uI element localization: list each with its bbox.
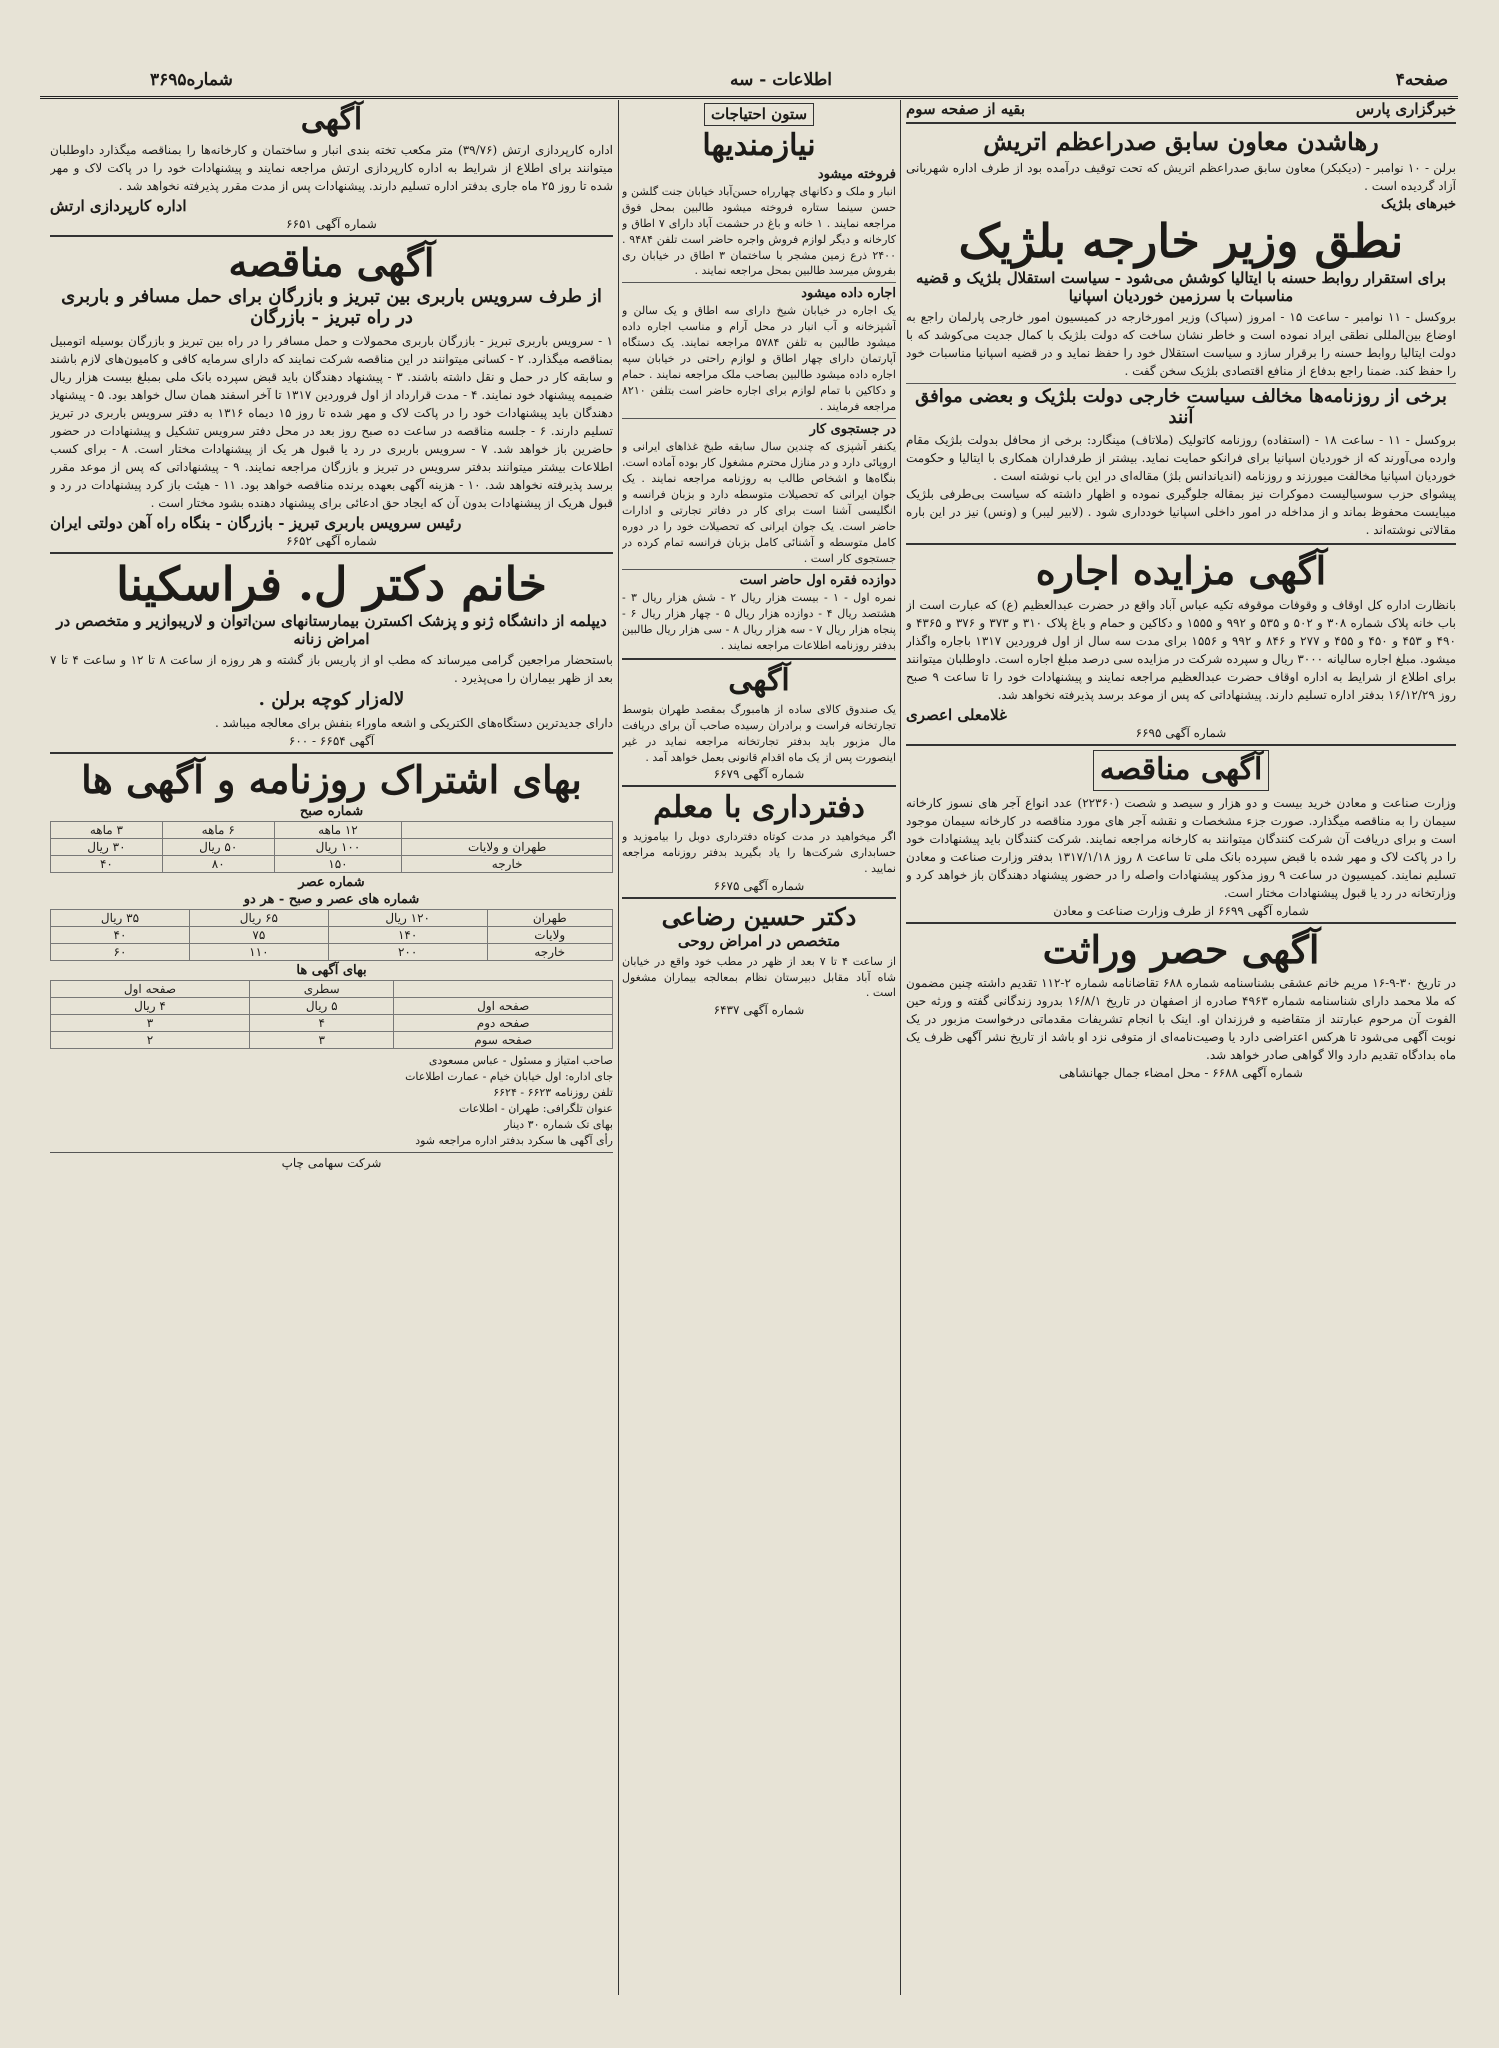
table-cell: ۴: [249, 1015, 393, 1032]
ad-reference: آگهی ۶۶۵۴ - ۶۰۰: [288, 733, 375, 748]
ad-headline: خانم دکتر ل. فراسکینا: [116, 556, 547, 611]
column-middle: [622, 100, 896, 1995]
classified-body: یک اجاره در خیابان شیخ دارای سه اطاق و یک سالن و آشپزخانه و آب انبار در محل آرام و مناسب اجاره داده میشود طالبین به تلفن ۵۷۸۴ مراجعه نمایند. یک دستگاه آپارتمان دارای چهار اطاق و لوازم راحتی در خیابان سپه اجاره داده میشود طالبین بصاحب ملک مراجعه نمایند . حمام و دکاکین با تمام لوازم برای اجاره حاضر است بتلفن ۸۲۱۰ مراجعه فرمایند .: [622, 304, 896, 413]
office-address: جای اداره: اول خیابان خیام - عمارت اطلاعات: [405, 1070, 613, 1084]
table-cell: صفحه سوم: [394, 1032, 613, 1049]
classified-body: نمره اول - ۱ - بیست هزار ریال ۲ - شش هزار ریال ۳ - هشتصد ریال ۴ - دوازده هزار ریال ۵ - چهار هزار ریال ۶ - پنجاه هزار ریال ۷ - سه هزار ریال ۸ - سی هزار ریال طالبین بدفتر روزنامه اطلاعات مراجعه نمایند .: [622, 591, 896, 653]
ad-body: اداره کارپردازی ارتش (۳۹/۷۶) متر مکعب تخته بندی انبار و ساختمان و کارخانه‌ها را بمناقصه میگذارد داوطلبان میتوانند برای اطلاع از شرایط به اداره کارپردازی ارتش مراجعه نمایند و پیشنهادات خود را در پاکت لاک و مهر شده تا روز ۲۵ ماه جاری بدفتر اداره تسلیم دارند. پیشنهادات پس از مدت مقرر پذیرفته نخواهد شد .: [50, 142, 613, 193]
table-cell: ۳۵ ریال: [51, 910, 190, 927]
table-header: [402, 822, 613, 839]
category-label: اجاره داده میشود: [801, 286, 896, 302]
table-cell: ۸۰: [162, 856, 274, 873]
table-cell: خارجه: [402, 856, 613, 873]
column-right: [906, 100, 1456, 1995]
rates-headline: بهای اشتراک روزنامه و آگهی ها: [81, 756, 582, 802]
ad-subtitle: دیپلمه از دانشگاه ژنو و پزشک اکسترن بیمارستانهای سن‌اتوان و لاریبوازیر و متخصص در امراض زنانه: [56, 612, 607, 648]
table-cell: صفحه اول: [394, 998, 613, 1015]
ad-reference: شماره آگهی ۶۶۷۹: [713, 767, 805, 782]
column-rule: [618, 100, 619, 1995]
classified-body: انبار و ملک و دکانهای چهارراه حسن‌آباد خیابان جنت گلشن و حسن سینما ستاره فروخته میشود طالبین بمحل فوق مراجعه نمایند . ۱ خانه و باغ در حشمت آباد دارای ۷ اطاق و کارخانه و دیگر لوازم فروش واجره حاضر است تلفن ۹۴۸۴ . ۲۴۰۰ ذرع زمین مشجر با ساختمان ۳ اطاق در خیابان ری بفروش میرسد طالبین بمحل مراجعه نمایند .: [622, 184, 896, 278]
ad-signature: رئیس سرویس باربری تبریز - بازرگان - بنگاه راه آهن دولتی ایران: [50, 513, 462, 532]
paper-name: اطلاعات - سه: [730, 70, 832, 90]
ad-reference: شماره آگهی ۶۴۳۷: [713, 1003, 805, 1018]
ad-body: دارای جدیدترین دستگاه‌های الکتریکی و اشعه ماوراء بنفش برای معالجه میباشد .: [214, 715, 613, 730]
table-cell: ۴ ریال: [51, 998, 250, 1015]
table-header: [394, 981, 613, 998]
ad-deck: از طرف سرویس باربری بین تبریز و بازرگان برای حمل مسافر و باربری در راه تبریز - بازرگان: [61, 286, 602, 328]
table-cell: صفحه دوم: [394, 1015, 613, 1032]
ad-reference: شماره آگهی ۶۶۹۵: [1135, 726, 1227, 741]
table-cell: ۱۲۰ ریال: [328, 910, 487, 927]
table-cell: طهران و ولایات: [402, 839, 613, 856]
category-label: در جستجوی کار: [809, 421, 896, 437]
table-cell: ۶۰: [51, 944, 190, 961]
ad-headline: آگهی مناقصه: [1093, 750, 1270, 791]
ad-headline: آگهی مناقصه: [228, 239, 435, 285]
ad-body: بانظارت اداره کل اوقاف و وقوفات موقوفه تکیه عباس آباد واقع در حضرت عبدالعظیم (ع) که عبارت است از باب خانه پلاک شماره ۳۰۸ و ۵۰۲ و ۵۳۵ و ۹۹۲ و ۱۵۵۵ و دکاکین و حمام و باغ پلاک ۳۱۰ و ۳۷۳ و ۳۷۶ و ۴۳۶۵ و ۴۹۰ و ۴۵۳ و ۴۵۰ و ۴۵۵ و ۲۷۷ و ۸۴۶ و ۹۹۲ و ۱۵۵۶ برای مدت سه سال از اول فروردین ۱۳۱۷ باجاره واگذار میشود. مبلغ اجاره سالیانه ۳۰۰۰ ریال و سپرده شرکت در مزایده سی درصد مبلغ اجاره است. داوطلبان میتوانند برای اطلاع از شرایط به اداره اوقاف حضرت عبدالعظیم مراجعه نمایند و پیشنهادات خود را تا ساعت ۹ صبح روز ۱۶/۱۲/۲۹ بدفتر اداره تسلیم دارند. پیشنهاداتی که پس از موعد برسد پذیرفته نخواهد شد.: [906, 598, 1456, 703]
sub-label: خبرهای بلژیک: [1381, 196, 1456, 212]
table-cell: طهران: [487, 910, 613, 927]
headline: برخی از روزنامه‌ها مخالف سیاست خارجی دولت بلژیک و بعضی موافق آنند: [915, 385, 1447, 428]
table-header: سطری: [249, 981, 393, 998]
column-rule: [900, 100, 901, 1995]
section-label: خبرگزاری پارس: [1355, 100, 1456, 118]
single-copy-price: بهای تک شماره ۳۰ دینار: [504, 1118, 613, 1132]
publisher: صاحب امتیاز و مسئول - عباس مسعودی: [428, 1054, 613, 1068]
issue-number: شماره۳۶۹۵: [150, 70, 233, 90]
ad-body: از ساعت ۴ تا ۷ بعد از ظهر در مطب خود واقع در خیابان شاه آباد مقابل دبیرستان نظام بمعالجه بیماران مشغول است .: [622, 954, 896, 1000]
continuation-label: بقیه از صفحه سوم: [906, 100, 1026, 118]
telegraph-address: عنوان تلگرافی: طهران - اطلاعات: [458, 1102, 613, 1116]
ad-reference: شماره آگهی ۶۶۸۸ - محل امضاء جمال جهانشاهی: [1059, 1066, 1303, 1081]
ad-headline: دکتر حسین رضاعی: [661, 901, 857, 931]
table-cell: ۱۴۰: [328, 927, 487, 944]
table-cell: ۲۰۰: [328, 944, 487, 961]
phone: تلفن روزنامه ۶۶۲۳ - ۶۶۲۴: [493, 1086, 613, 1100]
category-label: فروخته میشود: [817, 166, 896, 182]
ad-reference: شماره آگهی ۶۶۵۱: [286, 216, 377, 231]
ad-reference: شماره آگهی ۶۶۷۵: [713, 878, 805, 893]
footer-note: رأی آگهی ها سکرد بدفتر اداره مراجعه شود: [415, 1134, 613, 1148]
table-header: ۱۲ ماهه: [274, 822, 402, 839]
table-cell: ۱۰۰ ریال: [274, 839, 402, 856]
ad-body: اگر میخواهید در مدت کوتاه دفترداری دوبل را بیاموزید و حسابداری شرکت‌ها را یاد بگیرید بدفتر روزنامه مراجعه نمایید .: [622, 829, 896, 875]
table-cell: ۷۵: [189, 927, 328, 944]
masthead: [40, 68, 1458, 99]
category-label: دوازده فقره اول حاضر است: [739, 573, 896, 589]
table-cell: ۱۱۰: [189, 944, 328, 961]
table-cell: ۱۵۰: [274, 856, 402, 873]
article-body: برلن - ۱۰ نوامبر - (دیکبکر) معاون سابق صدراعظم اتریش که تحت توقیف درآمده بود از طرف اداره شهربانی آزاد گردیده است .: [906, 160, 1456, 193]
printer: شرکت سهامی چاپ: [281, 1155, 382, 1170]
ad-body: در تاریخ ۳۰-۹-۱۶ مریم خانم عشقی بشناسنامه شماره ۶۸۸ تقاضانامه شماره ۲-۱۱۲ تقدیم داشته چنین مضمون که ملا محمد دارای شناسنامه شماره ۴۹۶۳ صادره از اصفهان در تاریخ ۱۶/۸/۱ بدرود زندگانی گفته و ورثه حین الفوت آن مرحوم عبارتند از متقاضیه و فرزندان او. اینک با انجام تشریفات مقدماتی درخواست مزبور در یک نوبت آگهی می‌شود تا هرکس اعتراضی دارد یا وصیت‌نامه‌ای از متوفی نزد او باشد از تاریخ نشر آگهی ظرف یک ماه بدادگاه تقدیم دارد والا گواهی صادر خواهد شد.: [906, 976, 1456, 1063]
table-header: ۶ ماهه: [162, 822, 274, 839]
article-body: بروکسل - ۱۱ نوامبر - ساعت ۱۵ - امروز (سپاک) وزیر امورخارجه در کمیسیون امور خارجی پارلمان راجع به اوضاع بین‌المللی نطقی ایراد نموده است و خاطر نشان ساخت که دولت بلژیک با کمال جدیت می‌کوشد که با دولت ایتالیا روابط حسنه را برقرار سازد و سیاست استقلال خود را حفظ نماید و در قضیه اسپانیا مناسبات خود را حفظ کند. ضمنا راجع بدفاع از منافع اقتصادی بلژیک سخن گفت .: [906, 309, 1456, 378]
headline-deck: برای استقرار روابط حسنه با ایتالیا کوشش می‌شود - سیاست استقلال بلژیک و قضیه مناسبات با سرزمین خوردیان اسپانیا: [916, 269, 1446, 305]
rates-subtitle: شماره های عصر و صبح - هر دو: [243, 892, 420, 908]
table-cell: ۳: [249, 1032, 393, 1049]
ad-headline: آگهی مزایده اجاره: [1035, 548, 1327, 594]
table-cell: ۵ ریال: [249, 998, 393, 1015]
table-cell: ۶۵ ریال: [189, 910, 328, 927]
article-body: بروکسل - ۱۱ - ساعت ۱۸ - (استفاده) روزنامه کاتولیک (ملاتاف) مینگارد: برخی از محافل بدولت بلژیک مقام وارده می‌آورند که از خوردیان اسپانیا برای فرانکو حمایت نماید. بیشتر از طرفداران همکاری با ایتالیا و حکومت خوردیان اسپانیا مخالفت میورزند و روزنامه (اندیاندانس بلژ) مقاله‌ای در این باب نوشته است .: [906, 433, 1456, 484]
ad-address: لاله‌زار کوچه برلن .: [258, 688, 405, 710]
table-header: صفحه اول: [51, 981, 250, 998]
ad-reference: شماره آگهی ۶۶۵۲: [286, 533, 377, 548]
table-header: ۳ ماهه: [51, 822, 163, 839]
ad-subtitle: متخصص در امراض روحی: [677, 932, 841, 951]
page-number: صفحه۴: [1395, 70, 1448, 90]
ad-signature: غلامعلی اعصری: [906, 706, 1007, 725]
ad-headline: آگهی: [728, 663, 790, 699]
ads-rates-title: بهای آگهی ها: [296, 963, 367, 979]
table-cell: ۲: [51, 1032, 250, 1049]
section-title: نیازمندیها: [702, 128, 816, 164]
table-cell: ۳۰ ریال: [51, 839, 163, 856]
table-cell: ۳: [51, 1015, 250, 1032]
ad-rates-table: [50, 980, 613, 1049]
ad-body: ۱ - سرویس باربری تبریز - بازرگان باربری محمولات و حمل مسافر را در راه بین تبریز و بازرگان بوسیله اتومبیل بمناقصه میگذارد. ۲ - کسانی میتوانند در این مناقصه شرکت نمایند که دارای سرمایه کافی و کامیون‌های لازم باشند و سابقه کار در حمل و نقل داشته باشند. ۳ - پیشنهاد دهندگان باید قبض سپرده بانک ملی بمبلغ بیست هزار ریال ضمیمه پیشنهاد خود نمایند. ۴ - مدت قرارداد از اول فروردین ۱۳۱۷ تا آخر اسفند همان سال خواهد بود. ۵ - پیشنهاد دهندگان باید پیشنهادات خود را در پاکت لاک و مهر شده تا روز ۱۵ دیماه ۱۳۱۶ به دفتر سرویس باربری در تبریز تسلیم دارند. ۶ - جلسه مناقصه در ساعت ده صبح روز بعد در محل دفتر سرویس تشکیل و پیشنهادات در حضور حاضرین باز خواهد شد. ۷ - سرویس باربری در رد یا قبول هر یک از پیشنهادات مختار است. ۸ - برای کسب اطلاعات بیشتر میتوانند بدفتر سرویس در تبریز و بازرگان مراجعه نمایند. ۹ - پیشنهاداتی که پس از موعد مقرر برسد پذیرفته نخواهد شد. ۱۰ - هزینه آگهی بعهده برنده مناقصه خواهد بود. ۱۱ - هیئت باز کرد پیشنهادات در رد و قبول هریک از پیشنهادات بدون آن که ایجاد حق ادعائی برای پیشنهاد دهنده بشود مختار است .: [50, 333, 613, 510]
table-cell: ولایات: [487, 927, 613, 944]
ad-headline: آگهی حصر وراثت: [1042, 926, 1320, 972]
rates-subtitle: شماره عصر: [298, 875, 365, 891]
ad-reference: شماره آگهی ۶۶۹۹ از طرف وزارت صناعت و معادن: [1053, 903, 1309, 918]
subscription-table: [50, 909, 613, 961]
table-cell: ۴۰: [51, 856, 163, 873]
ad-signature: اداره کارپردازی ارتش: [50, 196, 187, 215]
article-body: پیشوای حزب سوسیالیست دموکرات نیز بمقاله جلوگیری نموده و اظهار داشته که سیاست بی‌طرفی بلژیک میبایست محفوظ بماند و از مداخله در امور داخلی اسپانیا خودداری شود . (لابیر لیبر) و (ونس) نیز در این باره مقالاتی نوشته‌اند .: [906, 487, 1456, 538]
ad-body: باستحضار مراجعین گرامی میرساند که مطب او از پاریس باز گشته و هر روزه از ساعت ۸ تا ۱۲ و ساعت ۴ تا ۷ بعد از ظهر بیماران را می‌پذیرد .: [50, 652, 613, 685]
section-label: ستون احتیاجات: [704, 103, 814, 126]
column-left: [50, 100, 613, 1995]
ad-body: یک صندوق کالای ساده از هامبورگ بمقصد طهران بتوسط تجارتخانه فراست و برادران رسیده صاحب آن برای دریافت مال مزبور باید بدفتر تجارتخانه مراجعه نماید در غیر اینصورت پس از یک ماه اقدام قانونی بعمل خواهد آمد .: [622, 702, 896, 764]
headline: رهاشدن معاون سابق صدراعظم اتریش: [983, 127, 1379, 156]
rates-subtitle: شماره صبح: [299, 804, 364, 820]
ad-headline: دفترداری با معلم: [653, 790, 865, 826]
table-cell: خارجه: [487, 944, 613, 961]
subscription-table: [50, 821, 613, 873]
table-cell: ۴۰: [51, 927, 190, 944]
ad-body: وزارت صناعت و معادن خرید بیست و دو هزار و سیصد و شصت (۲۲۳۶۰) عدد انواع آجر های نسوز کارخانه سیمان را به مناقصه میگذارد. صورت جزء مشخصات و نقشه آجر های مورد مناقصه در کارخانه سیمان موجود است و برای دریافت آن شرکت کنندگان میتوانند به کارخانه مراجعه نمایند. شرکت کنندگان باید پیشنهادات خود را در پاکت لاک و مهر شده با قبض سپرده بانک ملی تا ساعت ۸ روز ۱۳۱۷/۱/۱۸ بدفتر وزارت صناعت و معادن تسلیم نمایند. کمیسیون در ساعت ۹ روز مذکور پیشنهادات واصله را در حضور پیشنهاد دهندگان باز خواهد کرد و وزارتخانه در رد یا قبول پیشنهادات مختار است.: [906, 795, 1456, 900]
table-cell: ۵۰ ریال: [162, 839, 274, 856]
main-headline: نطق وزیر خارجه بلژیک: [958, 213, 1404, 268]
classified-body: یکنفر آشپزی که چندین سال سابقه طبخ غذاهای ایرانی و اروپائی دارد و در منازل محترم مشغول کار بوده آماده است. بنگاه‌ها و اشخاص طالب به روزنامه مراجعه نمایند . یک جوان ایرانی که تحصیلات متوسطه دارد و بزبان فرانسه و انگلیسی آشنا است برای کار در دفاتر تجارتی و ادارات حاضر است. یک جوان ایرانی که تحصیلات خود را در دوره کامل متوسطه و آشنائی کامل بزبان فرانسه تمام کرده در جستجوی کار است .: [622, 439, 896, 565]
ad-headline: آگهی: [300, 102, 363, 137]
